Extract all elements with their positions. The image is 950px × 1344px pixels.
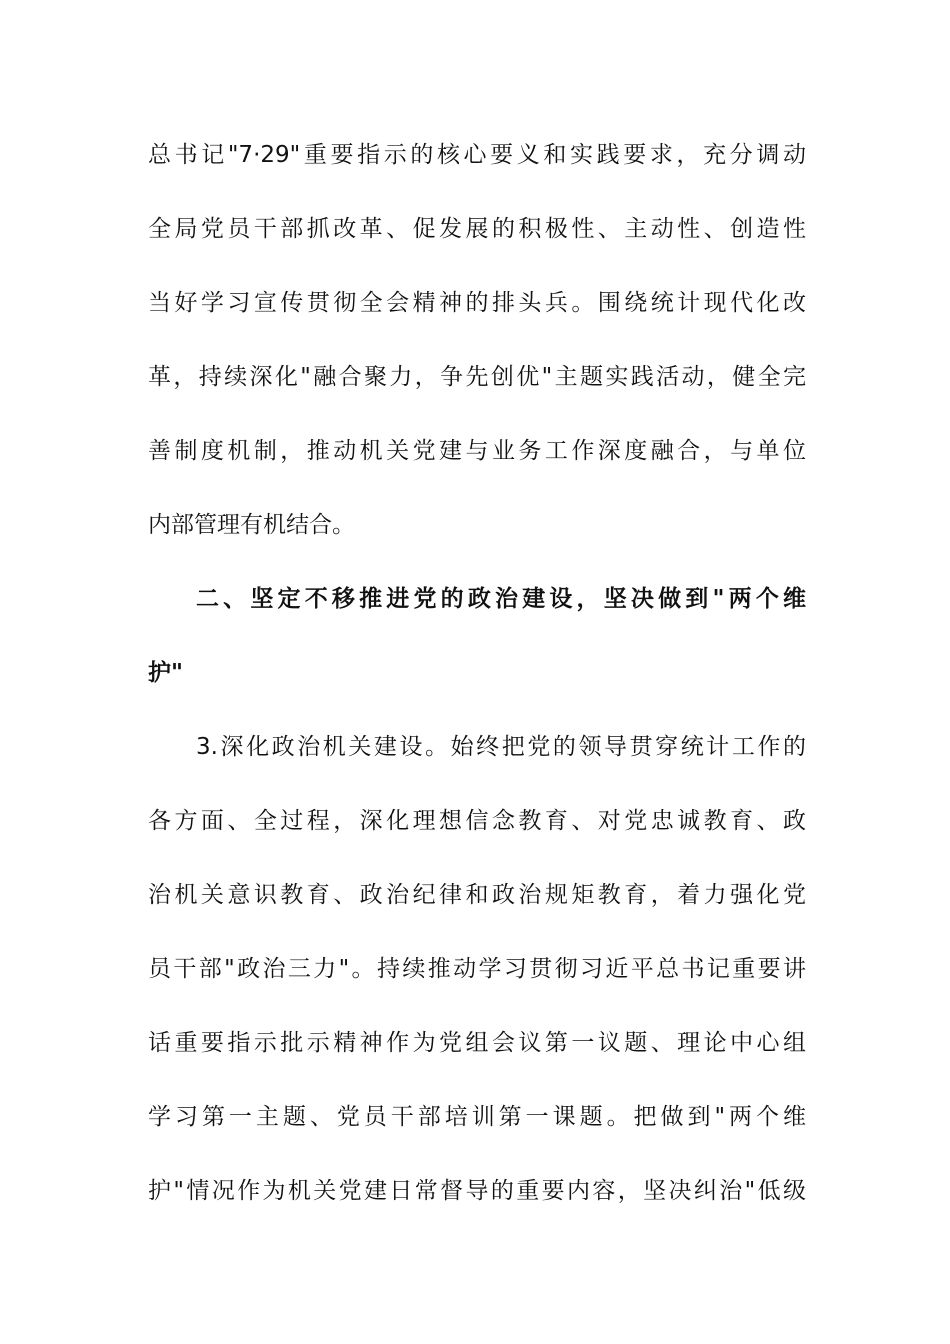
- text-line: 3.深化政治机关建设。始终把党的领导贯穿统计工作的: [196, 734, 806, 760]
- text-line: 治机关意识教育、政治纪律和政治规矩教育，着力强化党: [148, 882, 806, 908]
- text-line: 总书记"7·29"重要指示的核心要义和实践要求，充分调动: [148, 142, 806, 168]
- text-line: 学习第一主题、党员干部培训第一课题。把做到"两个维: [148, 1104, 806, 1130]
- section-heading: [148, 581, 806, 729]
- text-line: 当好学习宣传贯彻全会精神的排头兵。围绕统计现代化改: [148, 290, 806, 316]
- text-line: 革，持续深化"融合聚力，争先创优"主题实践活动，健全完: [148, 364, 806, 390]
- paragraph-continuation: [148, 137, 806, 581]
- text-line: 话重要指示批示精神作为党组会议第一议题、理论中心组: [148, 1030, 806, 1056]
- paragraph-item-3: [148, 729, 806, 1247]
- heading-line: 护": [148, 660, 183, 686]
- heading-line: 二、坚定不移推进党的政治建设，坚决做到"两个维: [196, 586, 806, 612]
- document-page: [148, 137, 806, 1247]
- text-line: 各方面、全过程，深化理想信念教育、对党忠诚教育、政: [148, 808, 806, 834]
- text-line: 员干部"政治三力"。持续推动学习贯彻习近平总书记重要讲: [148, 956, 806, 982]
- text-line: 全局党员干部抓改革、促发展的积极性、主动性、创造性: [148, 216, 806, 242]
- text-line: 善制度机制，推动机关党建与业务工作深度融合，与单位: [148, 438, 806, 464]
- text-line: 护"情况作为机关党建日常督导的重要内容，坚决纠治"低级: [148, 1178, 806, 1204]
- text-line: 内部管理有机结合。: [148, 512, 355, 538]
